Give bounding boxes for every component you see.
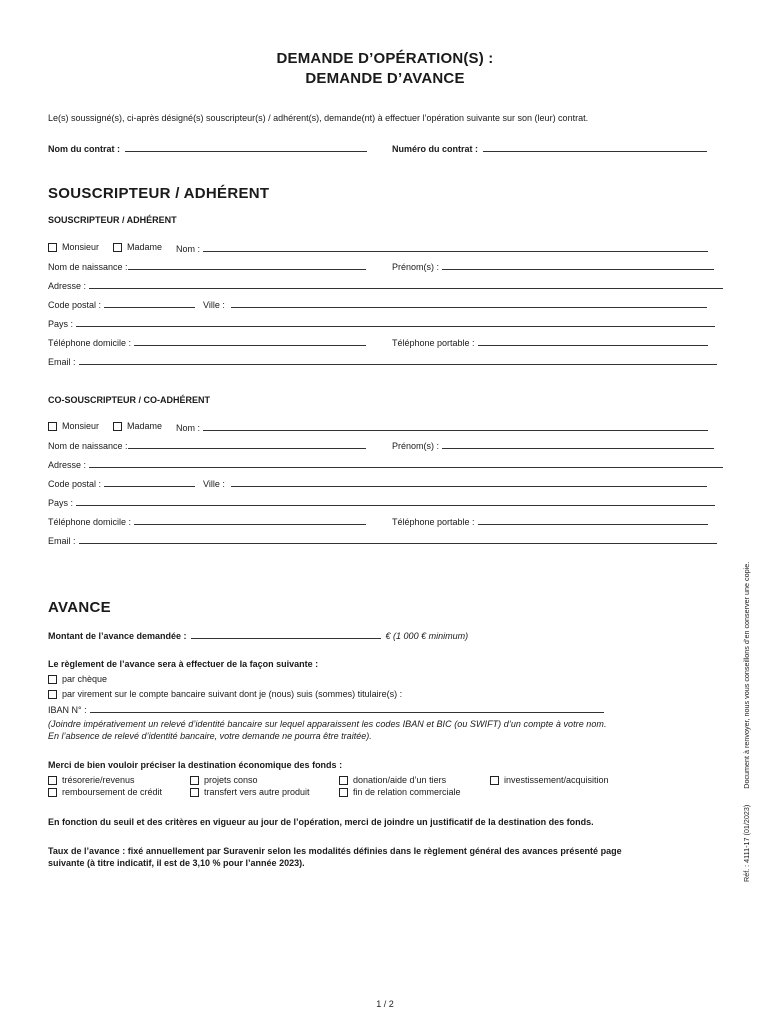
side-text: Document à renvoyer, nous vous conseillons d’en conserver une copie. [742,561,751,789]
souscripteur-tel-domicile-row [48,337,366,348]
checkbox-icon[interactable] [48,776,57,785]
par-cheque-label: par chèque [62,674,108,684]
checkbox-icon[interactable] [190,776,199,785]
souscripteur-pays-label: Pays : [48,319,74,329]
destination-option-transfert[interactable] [190,787,310,797]
souscripteur-tel-portable-field[interactable] [478,337,708,346]
destination-option-projets-conso[interactable] [190,775,258,785]
montant-suffix: € (1 000 € minimum) [385,631,469,641]
section-title-souscripteur: SOUSCRIPTEUR / ADHÉRENT [48,185,270,202]
checkbox-icon[interactable] [48,690,57,699]
checkbox-icon[interactable] [48,788,57,797]
souscripteur-ville-label: Ville : [203,300,225,310]
option-label: Madame [127,421,163,431]
cosouscripteur-adresse-field[interactable] [89,459,723,468]
souscripteur-cp-ville-row [48,299,707,310]
cosouscripteur-subtitle: CO-SOUSCRIPTEUR / CO-ADHÉRENT [48,395,211,405]
destination-option-fin-relation[interactable] [339,787,461,797]
destination-label: trésorerie/revenus [62,775,135,785]
checkbox-icon[interactable] [48,243,57,252]
contract-number-label: Numéro du contrat : [392,144,479,154]
souscripteur-email-field[interactable] [79,356,717,365]
cosouscripteur-email-row [48,535,717,546]
cosouscripteur-tel-portable-field[interactable] [478,516,708,525]
taux-line2: suivante (à titre indicatif, il est de 3,10 % pour l’année 2023). [48,858,305,868]
montant-row [48,630,468,641]
section-title-avance: AVANCE [48,599,111,616]
souscripteur-pays-row [48,318,715,329]
destination-option-remboursement[interactable] [48,787,162,797]
checkbox-icon[interactable] [48,422,57,431]
souscripteur-tel-domicile-field[interactable] [134,337,366,346]
souscripteur-pays-field[interactable] [76,318,715,327]
iban-label: IBAN N° : [48,705,87,715]
souscripteur-subtitle: SOUSCRIPTEUR / ADHÉRENT [48,215,177,225]
cosouscripteur-tel-portable-row [392,516,708,527]
souscripteur-tel-domicile-label: Téléphone domicile : [48,338,132,348]
montant-label: Montant de l’avance demandée : [48,631,187,641]
cosouscripteur-madame-option[interactable] [113,421,162,431]
cosouscripteur-prenom-field[interactable] [442,440,714,449]
checkbox-icon[interactable] [48,675,57,684]
cosouscripteur-nom-field[interactable] [203,422,708,431]
taux-line1: Taux de l’avance : fixé annuellement par Suravenir selon les modalités définies dans le règlement général des avances présenté page [48,846,622,856]
checkbox-icon[interactable] [190,788,199,797]
souscripteur-adresse-row [48,280,723,291]
souscripteur-naissance-row [48,261,366,272]
option-label: Madame [127,242,163,252]
par-virement-label: par virement sur le compte bancaire suivant dont je (nous) suis (sommes) titulaire(s) : [62,689,403,699]
cosouscripteur-code-postal-field[interactable] [104,478,195,487]
destination-label: fin de relation commerciale [353,787,461,797]
cosouscripteur-ville-field[interactable] [231,478,707,487]
souscripteur-civility-row [48,242,708,254]
cosouscripteur-adresse-label: Adresse : [48,460,87,470]
destination-label: investissement/acquisition [504,775,609,785]
document-title-line2: DEMANDE D’AVANCE [305,70,465,87]
contract-number-row [392,143,707,154]
montant-field[interactable] [191,630,381,639]
contract-name-field[interactable] [125,143,367,152]
side-ref: Réf. : 4111-17 (01/2023) [742,804,751,882]
cosouscripteur-ville-label: Ville : [203,479,225,489]
souscripteur-nom-field[interactable] [203,243,708,252]
destination-title: Merci de bien vouloir préciser la destination économique des fonds : [48,760,343,770]
souscripteur-ville-field[interactable] [231,299,707,308]
cosouscripteur-prenom-row [392,440,714,451]
option-label: Monsieur [62,242,100,252]
iban-row [48,704,604,715]
document-title-line1: DEMANDE D’OPÉRATION(S) : [276,50,494,67]
cosouscripteur-pays-field[interactable] [76,497,715,506]
seuil-text: En fonction du seuil et des critères en vigueur au jour de l’opération, merci de joindre un justificatif de la destination des fonds. [48,817,594,827]
souscripteur-madame-option[interactable] [113,242,162,252]
souscripteur-code-postal-label: Code postal : [48,300,102,310]
cosouscripteur-cp-ville-row [48,478,707,489]
destination-option-investissement[interactable] [490,775,609,785]
rib-note-line2: En l’absence de relevé d’identité bancaire, votre demande ne pourra être traitée). [48,731,372,741]
cosouscripteur-tel-domicile-row [48,516,366,527]
destination-option-tresorerie[interactable] [48,775,135,785]
contract-name-row [48,143,367,154]
contract-number-field[interactable] [483,143,707,152]
souscripteur-tel-portable-label: Téléphone portable : [392,338,475,348]
souscripteur-adresse-field[interactable] [89,280,723,289]
souscripteur-tel-portable-row [392,337,708,348]
cosouscripteur-naissance-row [48,440,366,451]
destination-label: projets conso [204,775,258,785]
cosouscripteur-email-label: Email : [48,536,76,546]
souscripteur-code-postal-field[interactable] [104,299,195,308]
intro-text: Le(s) soussigné(s), ci-après désigné(s) souscripteur(s) / adhérent(s), demande(nt) à effectuer l’opération suivante sur son (leur) contrat. [48,113,589,123]
cosouscripteur-tel-domicile-label: Téléphone domicile : [48,517,132,527]
checkbox-icon[interactable] [339,788,348,797]
souscripteur-email-row [48,356,717,367]
souscripteur-email-label: Email : [48,357,76,367]
souscripteur-nom-naissance-label: Nom de naissance : [48,262,128,272]
rib-note-line1: (Joindre impérativement un relevé d’identité bancaire sur lequel apparaissent les codes IBAN et BIC (ou SWIFT) d’un compte à votre nom. [48,719,607,729]
cosouscripteur-pays-row [48,497,715,508]
souscripteur-nom-label: Nom : [176,243,201,254]
cosouscripteur-tel-domicile-field[interactable] [134,516,366,525]
destination-option-donation[interactable] [339,775,446,785]
cosouscripteur-adresse-row [48,459,723,470]
option-label: Monsieur [62,421,100,431]
reglement-title: Le règlement de l’avance sera à effectuer de la façon suivante : [48,659,319,669]
par-virement-option[interactable] [48,689,402,699]
destination-label: remboursement de crédit [62,787,163,797]
cosouscripteur-pays-label: Pays : [48,498,74,508]
iban-field[interactable] [90,704,604,713]
souscripteur-adresse-label: Adresse : [48,281,87,291]
cosouscripteur-email-field[interactable] [79,535,717,544]
cosouscripteur-tel-portable-label: Téléphone portable : [392,517,475,527]
side-note [742,562,751,882]
checkbox-icon[interactable] [339,776,348,785]
souscripteur-prenom-row [392,261,714,272]
destination-label: transfert vers autre produit [204,787,310,797]
cosouscripteur-prenom-label: Prénom(s) : [392,441,440,451]
checkbox-icon[interactable] [490,776,499,785]
destination-label: donation/aide d’un tiers [353,775,447,785]
par-cheque-option[interactable] [48,674,107,684]
page-number: 1 / 2 [376,999,394,1009]
souscripteur-nom-naissance-field[interactable] [128,261,366,270]
cosouscripteur-code-postal-label: Code postal : [48,479,102,489]
souscripteur-prenom-field[interactable] [442,261,714,270]
cosouscripteur-civility-row [48,421,708,433]
cosouscripteur-nom-naissance-label: Nom de naissance : [48,441,128,451]
checkbox-icon[interactable] [113,243,122,252]
contract-name-label: Nom du contrat : [48,144,120,154]
cosouscripteur-nom-label: Nom : [176,422,201,433]
cosouscripteur-monsieur-option[interactable] [48,421,99,431]
souscripteur-monsieur-option[interactable] [48,242,99,252]
checkbox-icon[interactable] [113,422,122,431]
souscripteur-prenom-label: Prénom(s) : [392,262,440,272]
cosouscripteur-nom-naissance-field[interactable] [128,440,366,449]
